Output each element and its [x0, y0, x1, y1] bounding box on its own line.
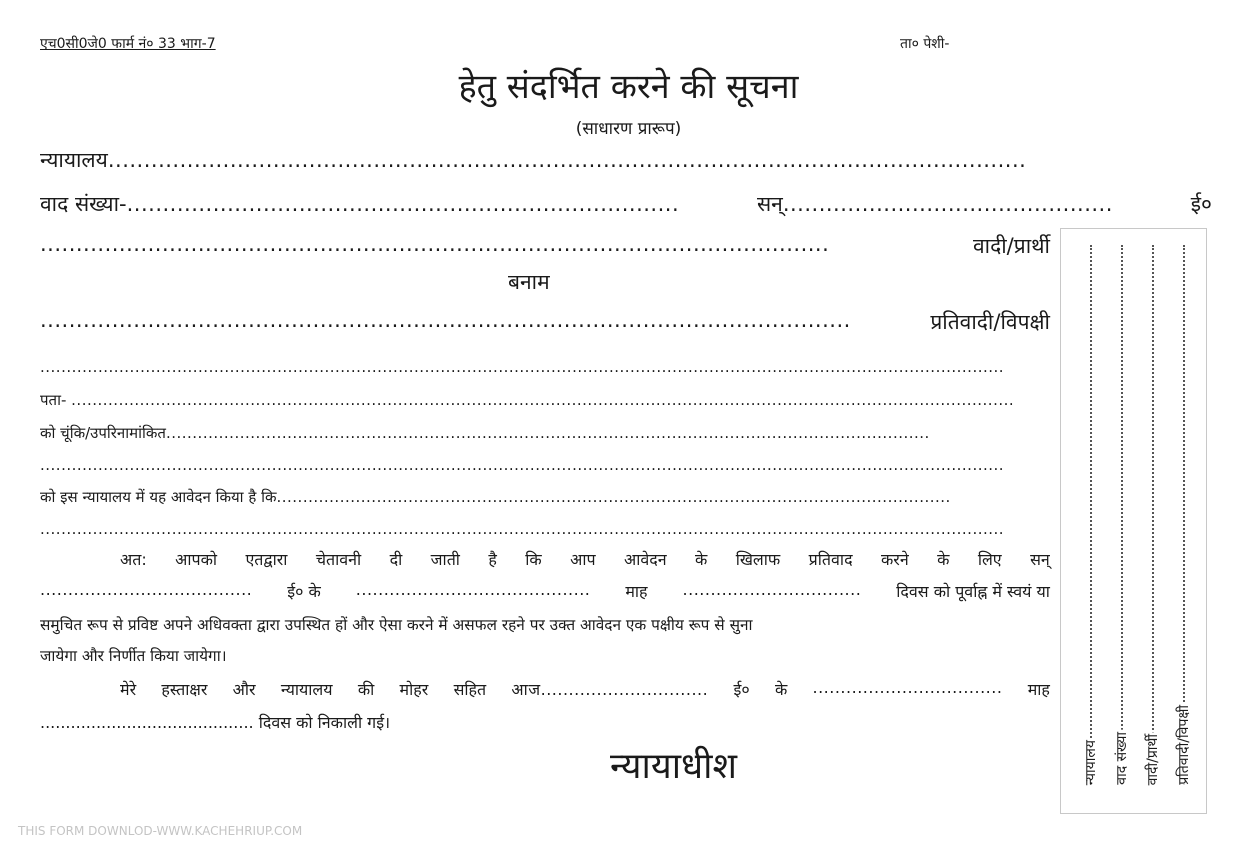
- hearing-date-label: ता० पेशी-: [900, 36, 950, 52]
- stub-dotted-line: [1121, 245, 1123, 785]
- whereas-dots: .................................................................................................................................................: [165, 424, 930, 442]
- stub-court-label: न्यायालय: [1083, 739, 1099, 785]
- form-title: हेतु संदर्भित करने की सूचना: [458, 67, 799, 107]
- notice-para-line3: समुचित रूप से प्रविष्ट अपने अधिवक्ता द्वारा उपस्थित हों और ऐसा करने में असफल रहने पर उक्त आवेदन एक पक्षीय रूप से सुना: [40, 616, 753, 634]
- notice-word: कि: [525, 550, 542, 569]
- case-number-label: वाद संख्या-: [40, 192, 127, 216]
- stub-case-number-label: वाद संख्या: [1114, 732, 1130, 785]
- notice-word: है: [488, 550, 497, 569]
- blank-line-dots-2: .......................................................................................................................................................................................: [40, 456, 1005, 474]
- notice-word: आवेदन: [623, 550, 667, 569]
- notice-word: खिलाफ: [735, 550, 781, 569]
- day-dots: ................................: [682, 580, 862, 599]
- blank-dotted-line-3: [40, 520, 1050, 538]
- notice-para-line2: [40, 580, 1050, 602]
- issue-word: माह: [1027, 680, 1050, 699]
- judge-signature-label: न्यायाधीश: [610, 746, 737, 787]
- issue-word: मेरे: [120, 680, 137, 699]
- issue-word: की: [357, 680, 375, 699]
- blank-dotted-line-2: [40, 456, 1050, 474]
- day-text: दिवस को पूर्वाह्न में स्वयं या: [896, 582, 1050, 601]
- form-number: एच0सी0जे0 फार्म नं० 33 भाग-7: [40, 36, 216, 52]
- notice-word: अत:: [120, 550, 147, 569]
- notice-word: करने: [880, 550, 909, 569]
- notice-word: लिए: [977, 550, 1002, 569]
- plaintiff-dots: ..............................................................................................................: [40, 232, 830, 256]
- stub-defendant-column: [1174, 245, 1196, 785]
- stub-dotted-line: [1152, 245, 1154, 785]
- court-line: [40, 146, 1210, 174]
- whereas-label: को चूंकि/उपरिनामांकित: [40, 424, 166, 442]
- application-dots: ................................................................................................................................: [276, 488, 951, 506]
- notice-word: के: [937, 550, 950, 569]
- notice-word: सन्: [1030, 550, 1050, 569]
- case-year-label: सन्: [756, 192, 783, 216]
- plaintiff-line: [40, 232, 1050, 260]
- month-text: माह: [625, 582, 648, 601]
- case-year-dots: ..............................................: [782, 192, 1113, 216]
- year-dots: ......................................: [40, 580, 253, 599]
- blank-line-dots: .......................................................................................................................................................................................: [40, 358, 1005, 376]
- notice-word: प्रतिवाद: [808, 550, 853, 569]
- notice-word: आपको: [175, 550, 218, 569]
- address-label: पता-: [40, 391, 67, 409]
- issue-word: सहित: [453, 680, 487, 699]
- form-subtitle: (साधारण प्रारूप): [575, 119, 682, 139]
- notice-para-line1: [120, 548, 1050, 570]
- month-dots: ..........................................: [355, 580, 591, 599]
- stub-plaintiff-column: [1143, 245, 1165, 785]
- era-text: ई० के: [287, 582, 321, 601]
- download-source-note: THIS FORM DOWNLOD-WWW.KACHEHRIUP.COM: [18, 824, 303, 838]
- stub-plaintiff-label: वादी/प्रार्थी: [1145, 733, 1161, 785]
- notice-word: आप: [570, 550, 596, 569]
- issue-word: मोहर: [399, 680, 429, 699]
- notice-word: एतद्वारा: [245, 550, 288, 569]
- court-fill-dots: ................................................................................................................................: [107, 148, 1027, 172]
- case-number-dots: .............................................................................: [126, 192, 680, 216]
- defendant-line: [40, 308, 1050, 336]
- blank-dotted-line: [40, 358, 1050, 376]
- address-dots: ...................................................................................................................................................................................: [71, 391, 1015, 409]
- stub-case-number-column: [1112, 245, 1134, 785]
- stub-court-column: [1081, 245, 1103, 785]
- stub-defendant-label: प्रतिवादी/विपक्षी: [1176, 705, 1192, 785]
- era-suffix: ई०: [1190, 192, 1212, 216]
- case-number-line: [40, 190, 1212, 218]
- issue-word: और: [232, 680, 256, 699]
- issue-para-line2: .......................................... दिवस को निकाली गई।: [40, 713, 391, 732]
- notice-word: चेतावनी: [315, 550, 362, 569]
- stub-dotted-line: [1090, 245, 1092, 785]
- address-line: [40, 390, 1050, 410]
- issue-para-line1: [120, 678, 1050, 700]
- versus-label: बनाम: [508, 270, 550, 294]
- issue-month-dots: ..................................: [812, 678, 1003, 697]
- application-label: को इस न्यायालय में यह आवेदन किया है कि: [40, 488, 277, 506]
- application-line: [40, 487, 1050, 507]
- notice-word: जाती: [430, 550, 460, 569]
- court-label: न्यायालय: [40, 148, 108, 172]
- issue-date-dots: आज..............................: [511, 680, 709, 699]
- issue-word: ई०: [733, 680, 750, 699]
- notice-word: दी: [389, 550, 403, 569]
- whereas-line: [40, 423, 1050, 443]
- counterfoil-stub: [1060, 228, 1207, 814]
- issue-word: न्यायालय: [280, 680, 333, 699]
- issue-word: के: [774, 680, 788, 699]
- notice-para-line4: जायेगा और निर्णीत किया जायेगा।: [40, 647, 227, 665]
- plaintiff-label: वादी/प्रार्थी: [972, 234, 1050, 258]
- defendant-label: प्रतिवादी/विपक्षी: [930, 310, 1050, 334]
- defendant-dots: .................................................................................................................: [40, 308, 851, 332]
- blank-line-dots-3: .......................................................................................................................................................................................: [40, 520, 1005, 538]
- issue-word: हस्ताक्षर: [161, 680, 208, 699]
- notice-word: के: [695, 550, 708, 569]
